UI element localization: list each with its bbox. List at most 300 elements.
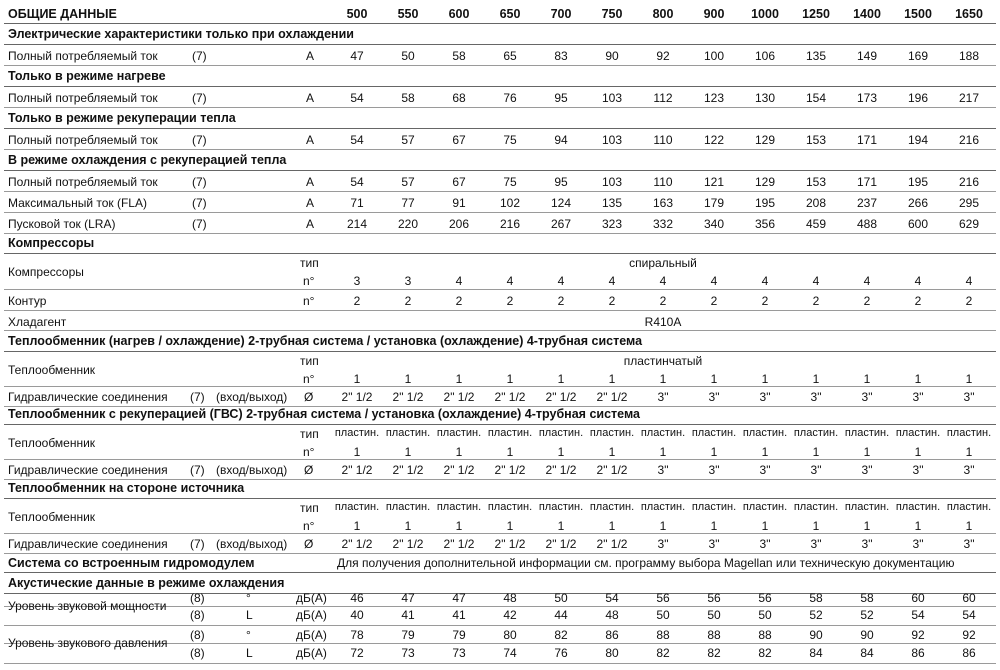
cell-value: 1 <box>659 445 667 459</box>
row-unit: дБ(А) <box>296 646 327 660</box>
cell-value: 1 <box>965 519 973 533</box>
cell-value: 54 <box>350 91 364 105</box>
row-ref: (7) <box>192 91 207 105</box>
cell-value: 57 <box>401 133 415 147</box>
cell-value: 1 <box>353 445 361 459</box>
cell-value: 266 <box>907 196 929 210</box>
cell-value: пластин. <box>742 501 788 513</box>
cell-value: 2" 1/2 <box>494 537 526 551</box>
cell-value: 76 <box>554 646 568 660</box>
cell-value: 92 <box>911 628 925 642</box>
cell-value: 75 <box>503 133 517 147</box>
cell-value: 130 <box>754 91 776 105</box>
row-ref: (8) <box>190 646 205 660</box>
cell-value: 50 <box>656 608 670 622</box>
cell-value: 3 <box>353 274 361 288</box>
cell-value: 60 <box>911 591 925 605</box>
cell-value: 82 <box>758 646 772 660</box>
cell-value: 110 <box>653 133 673 147</box>
cell-value: 47 <box>350 49 364 63</box>
cell-value: 56 <box>656 591 670 605</box>
row-unit: A <box>306 196 315 210</box>
section-title-row <box>4 404 996 425</box>
model-column-header: 1000 <box>751 7 779 21</box>
cell-value: 79 <box>452 628 466 642</box>
cell-value: 600 <box>907 217 929 231</box>
circuit-row <box>4 290 996 311</box>
cell-value: 41 <box>401 608 415 622</box>
cell-value: 2 <box>455 294 463 308</box>
row-label: Максимальный ток (FLA) <box>8 196 147 210</box>
row-label: Уровень звуковой мощности <box>8 599 167 613</box>
row-unit: n° <box>303 274 315 288</box>
cell-value: 3" <box>912 390 924 404</box>
table-row <box>4 129 996 150</box>
cell-value: 47 <box>401 591 415 605</box>
cell-value: пластин. <box>538 501 584 513</box>
cell-value: 82 <box>656 646 670 660</box>
cell-value: 1 <box>812 519 820 533</box>
cell-value: 86 <box>911 646 925 660</box>
model-column-header: 1500 <box>904 7 932 21</box>
cell-value: 1 <box>710 372 718 386</box>
section-title-row <box>4 150 996 171</box>
cell-value: 86 <box>605 628 619 642</box>
acoustic-mode: L <box>246 646 253 660</box>
cell-value: 4 <box>863 274 871 288</box>
cell-value: 3" <box>963 390 975 404</box>
cell-value: 1 <box>455 519 463 533</box>
cell-value: 95 <box>554 91 568 105</box>
cell-value: 629 <box>958 217 980 231</box>
cell-value: 92 <box>962 628 976 642</box>
cell-value: 65 <box>503 49 517 63</box>
cell-value: 1 <box>965 445 973 459</box>
cell-value: 54 <box>605 591 619 605</box>
cell-value: 106 <box>754 49 776 63</box>
acoustic-mode: L <box>246 608 253 622</box>
section-title-row <box>4 331 996 352</box>
cell-value: 2 <box>506 294 514 308</box>
cell-value: 214 <box>346 217 368 231</box>
cell-value: пластин. <box>385 427 431 439</box>
cell-value: 2" 1/2 <box>545 463 577 477</box>
cell-value: 2 <box>557 294 565 308</box>
cell-value: пластин. <box>895 427 941 439</box>
cell-value: 295 <box>958 196 980 210</box>
cell-value: 82 <box>707 646 721 660</box>
cell-value: 1 <box>914 445 922 459</box>
cell-value: 100 <box>703 49 725 63</box>
cell-value: пластин. <box>334 427 380 439</box>
cell-value: пластин. <box>691 427 737 439</box>
cell-value: 154 <box>805 91 827 105</box>
cell-value: 110 <box>653 175 673 189</box>
acoustic-row <box>4 626 996 650</box>
cell-value: 196 <box>907 91 929 105</box>
cell-value: 2 <box>761 294 769 308</box>
section-title: Теплообменник (нагрев / охлаждение) 2-трубная система / установка (охлаждение) 4-трубная система <box>8 334 643 348</box>
cell-value: 78 <box>350 628 364 642</box>
cell-value: 56 <box>758 591 772 605</box>
row-label: Гидравлические соединения <box>8 537 168 551</box>
row-label: Полный потребляемый ток <box>8 49 158 63</box>
cell-value: 179 <box>703 196 725 210</box>
cell-value: 2 <box>812 294 820 308</box>
row-ref: (8) <box>190 628 205 642</box>
cell-value: 216 <box>499 217 521 231</box>
cell-value: 80 <box>503 628 517 642</box>
section-title: Система со встроенным гидромодулем <box>8 556 255 570</box>
hydro-row <box>4 553 996 573</box>
page-title: ОБЩИЕ ДАННЫЕ <box>8 7 117 21</box>
cell-value: 2" 1/2 <box>443 463 475 477</box>
cell-value: 2" 1/2 <box>596 463 628 477</box>
acoustic-mode: ° <box>246 628 251 642</box>
refrigerant-row <box>4 311 996 331</box>
cell-value: 54 <box>350 133 364 147</box>
row-label: Гидравлические соединения <box>8 390 168 404</box>
cell-value: 1 <box>353 372 361 386</box>
cell-value: 50 <box>401 49 415 63</box>
cell-value: 2" 1/2 <box>494 390 526 404</box>
cell-value: 2" 1/2 <box>494 463 526 477</box>
cell-value: 4 <box>659 274 667 288</box>
row-unit: A <box>306 175 315 189</box>
cell-value: 86 <box>962 646 976 660</box>
cell-value: пластин. <box>436 427 482 439</box>
row-label: Теплообменник <box>8 363 96 377</box>
cell-value: 4 <box>506 274 514 288</box>
row-note: (вход/выход) <box>216 537 288 551</box>
cell-value: 171 <box>856 133 878 147</box>
cell-value: 1 <box>812 372 820 386</box>
cell-value: 52 <box>860 608 874 622</box>
cell-value: 75 <box>503 175 517 189</box>
cell-value: 122 <box>703 133 725 147</box>
cell-value: 60 <box>962 591 976 605</box>
cell-value: 1 <box>455 445 463 459</box>
cell-value: 74 <box>503 646 517 660</box>
cell-value: 135 <box>805 49 827 63</box>
cell-value: 135 <box>601 196 623 210</box>
section-title: Компрессоры <box>8 236 95 250</box>
row-label: Хладагент <box>8 315 67 329</box>
row-unit: n° <box>303 519 315 533</box>
cell-value: 46 <box>350 591 364 605</box>
cell-value: пластин. <box>487 501 533 513</box>
cell-value: 3" <box>861 537 873 551</box>
row-ref: (7) <box>192 196 207 210</box>
cell-value: 48 <box>503 591 517 605</box>
cell-value: 4 <box>557 274 565 288</box>
cell-value: пластин. <box>589 501 635 513</box>
cell-value: 2" 1/2 <box>443 537 475 551</box>
cell-value: 2" 1/2 <box>392 463 424 477</box>
cell-value: 1 <box>404 372 412 386</box>
cell-value: 2" 1/2 <box>596 537 628 551</box>
cell-value: 3" <box>708 537 720 551</box>
row-unit: A <box>306 133 315 147</box>
cell-value: 1 <box>659 372 667 386</box>
cell-value: 171 <box>856 175 878 189</box>
cell-value: 94 <box>554 133 568 147</box>
section-title: Только в режиме рекуперации тепла <box>8 111 236 125</box>
exchanger-type: пластинчатый <box>623 354 703 368</box>
cell-value: 2" 1/2 <box>392 537 424 551</box>
cell-value: 47 <box>452 591 466 605</box>
model-column-header: 750 <box>601 7 623 21</box>
cell-value: 67 <box>452 175 466 189</box>
cell-value: 1 <box>404 519 412 533</box>
cell-value: пластин. <box>436 501 482 513</box>
compressor-type: спиральный <box>629 256 697 270</box>
cell-value: 195 <box>907 175 929 189</box>
row-unit: дБ(А) <box>296 628 327 642</box>
cell-value: 73 <box>401 646 415 660</box>
compressor-row <box>4 254 996 290</box>
cell-value: 3" <box>657 390 669 404</box>
acoustic-row <box>4 589 996 613</box>
cell-value: 194 <box>907 133 929 147</box>
cell-value: 68 <box>452 91 466 105</box>
cell-value: 73 <box>452 646 466 660</box>
section-title: Акустические данные в режиме охлаждения <box>8 576 285 590</box>
exchanger-row <box>4 425 996 460</box>
cell-value: 1 <box>557 372 565 386</box>
cell-value: 3" <box>759 463 771 477</box>
cell-value: 1 <box>965 372 973 386</box>
row-ref: (7) <box>190 390 205 404</box>
cell-value: 1 <box>506 445 514 459</box>
cell-value: 488 <box>856 217 878 231</box>
cell-value: пластин. <box>793 427 839 439</box>
cell-value: 1 <box>506 372 514 386</box>
row-ref: (7) <box>190 463 205 477</box>
row-label: Полный потребляемый ток <box>8 133 158 147</box>
cell-value: пластин. <box>334 501 380 513</box>
cell-value: пластин. <box>385 501 431 513</box>
cell-value: 2" 1/2 <box>596 390 628 404</box>
table-header <box>4 0 996 24</box>
cell-value: 3" <box>708 463 720 477</box>
cell-value: 216 <box>958 175 980 189</box>
cell-value: 40 <box>350 608 364 622</box>
cell-value: 1 <box>557 519 565 533</box>
model-column-header: 1650 <box>955 7 983 21</box>
cell-value: 2" 1/2 <box>545 537 577 551</box>
cell-value: 3" <box>657 537 669 551</box>
cell-value: 41 <box>452 608 466 622</box>
row-ref: (8) <box>190 608 205 622</box>
section-title-row <box>4 478 996 499</box>
cell-value: 88 <box>656 628 670 642</box>
refrigerant-value: R410A <box>644 315 682 329</box>
cell-value: 102 <box>499 196 521 210</box>
cell-value: 149 <box>856 49 878 63</box>
cell-value: пластин. <box>538 427 584 439</box>
row-unit: Ø <box>304 463 314 477</box>
cell-value: 52 <box>809 608 823 622</box>
cell-value: 188 <box>958 49 980 63</box>
cell-value: 1 <box>914 519 922 533</box>
row-unit: тип <box>300 354 319 368</box>
cell-value: 267 <box>550 217 572 231</box>
section-title: В режиме охлаждения с рекуперацией тепла <box>8 153 287 167</box>
cell-value: 103 <box>601 175 623 189</box>
row-ref: (7) <box>192 133 207 147</box>
model-column-header: 550 <box>397 7 419 21</box>
cell-value: пластин. <box>844 501 890 513</box>
cell-value: 50 <box>707 608 721 622</box>
cell-value: 1 <box>761 445 769 459</box>
cell-value: 71 <box>350 196 364 210</box>
cell-value: 1 <box>710 519 718 533</box>
cell-value: 1 <box>761 519 769 533</box>
row-label: Гидравлические соединения <box>8 463 168 477</box>
cell-value: 173 <box>856 91 878 105</box>
row-ref: (7) <box>192 175 207 189</box>
cell-value: 356 <box>754 217 776 231</box>
cell-value: 3" <box>759 390 771 404</box>
row-label: Контур <box>8 294 47 308</box>
cell-value: пластин. <box>589 427 635 439</box>
cell-value: 195 <box>754 196 776 210</box>
model-column-header: 1400 <box>853 7 881 21</box>
cell-value: 1 <box>710 445 718 459</box>
cell-value: 220 <box>397 217 419 231</box>
cell-value: 90 <box>860 628 874 642</box>
cell-value: 459 <box>805 217 827 231</box>
cell-value: 4 <box>812 274 820 288</box>
row-label: Компрессоры <box>8 265 84 279</box>
cell-value: пластин. <box>946 501 992 513</box>
table-row <box>4 45 996 66</box>
row-note: (вход/выход) <box>216 390 288 404</box>
section-title: Электрические характеристики только при охлаждении <box>8 27 354 41</box>
section-title-row <box>4 108 996 129</box>
cell-value: 50 <box>758 608 772 622</box>
cell-value: 57 <box>401 175 415 189</box>
cell-value: пластин. <box>487 427 533 439</box>
cell-value: 4 <box>965 274 973 288</box>
row-unit: A <box>306 91 315 105</box>
cell-value: 1 <box>557 445 565 459</box>
cell-value: 123 <box>703 91 725 105</box>
cell-value: 72 <box>350 646 364 660</box>
cell-value: 216 <box>958 133 980 147</box>
cell-value: 2" 1/2 <box>341 390 373 404</box>
cell-value: 129 <box>754 175 776 189</box>
model-column-header: 900 <box>703 7 725 21</box>
cell-value: 77 <box>401 196 415 210</box>
section-title-row <box>4 66 996 87</box>
section-title-row <box>4 233 996 254</box>
cell-value: 323 <box>601 217 623 231</box>
cell-value: пластин. <box>946 427 992 439</box>
cell-value: 217 <box>958 91 980 105</box>
cell-value: 48 <box>605 608 619 622</box>
cell-value: 3" <box>810 390 822 404</box>
cell-value: пластин. <box>640 501 686 513</box>
cell-value: 1 <box>608 445 616 459</box>
cell-value: 340 <box>703 217 725 231</box>
cell-value: 92 <box>656 49 670 63</box>
cell-value: 1 <box>659 519 667 533</box>
cell-value: 44 <box>554 608 568 622</box>
cell-value: 2 <box>863 294 871 308</box>
cell-value: пластин. <box>640 427 686 439</box>
cell-value: пластин. <box>895 501 941 513</box>
cell-value: 84 <box>860 646 874 660</box>
cell-value: 4 <box>761 274 769 288</box>
cell-value: 2" 1/2 <box>341 463 373 477</box>
cell-value: 80 <box>605 646 619 660</box>
cell-value: 58 <box>401 91 415 105</box>
row-note: (вход/выход) <box>216 463 288 477</box>
cell-value: 124 <box>550 196 572 210</box>
cell-value: 1 <box>506 519 514 533</box>
cell-value: 2 <box>710 294 718 308</box>
connection-row <box>4 534 996 554</box>
row-unit: n° <box>303 294 315 308</box>
cell-value: 163 <box>652 196 674 210</box>
acoustic-row <box>4 644 996 664</box>
cell-value: 58 <box>860 591 874 605</box>
cell-value: 95 <box>554 175 568 189</box>
cell-value: 121 <box>703 175 725 189</box>
cell-value: 4 <box>710 274 718 288</box>
cell-value: 56 <box>707 591 721 605</box>
row-label: Теплообменник <box>8 510 96 524</box>
cell-value: 2" 1/2 <box>545 390 577 404</box>
section-title: Теплообменник с рекуперацией (ГВС) 2-трубная система / установка (охлаждение) 4-трубная система <box>8 407 640 421</box>
cell-value: 3" <box>657 463 669 477</box>
row-unit: Ø <box>304 390 314 404</box>
hydro-note: Для получения дополнительной информации см. программу выбора Magellan или техническую документацию <box>337 556 955 570</box>
connection-row <box>4 460 996 480</box>
cell-value: 3" <box>810 463 822 477</box>
row-label: Полный потребляемый ток <box>8 91 158 105</box>
model-column-header: 1250 <box>802 7 830 21</box>
row-ref: (7) <box>192 49 207 63</box>
cell-value: 208 <box>805 196 827 210</box>
cell-value: 84 <box>809 646 823 660</box>
row-label: Пусковой ток (LRA) <box>8 217 116 231</box>
cell-value: 2 <box>608 294 616 308</box>
cell-value: 42 <box>503 608 517 622</box>
row-unit: Ø <box>304 537 314 551</box>
cell-value: 1 <box>455 372 463 386</box>
cell-value: 54 <box>962 608 976 622</box>
table-row <box>4 87 996 108</box>
row-unit: A <box>306 217 315 231</box>
cell-value: 112 <box>653 91 673 105</box>
cell-value: 2 <box>353 294 361 308</box>
cell-value: 67 <box>452 133 466 147</box>
row-unit: n° <box>303 445 315 459</box>
cell-value: 2 <box>659 294 667 308</box>
model-column-header: 650 <box>499 7 521 21</box>
row-unit: A <box>306 49 315 63</box>
cell-value: 2" 1/2 <box>392 390 424 404</box>
cell-value: пластин. <box>844 427 890 439</box>
row-ref: (8) <box>190 591 205 605</box>
row-unit: n° <box>303 372 315 386</box>
cell-value: 58 <box>809 591 823 605</box>
cell-value: 2 <box>965 294 973 308</box>
table-row <box>4 171 996 192</box>
